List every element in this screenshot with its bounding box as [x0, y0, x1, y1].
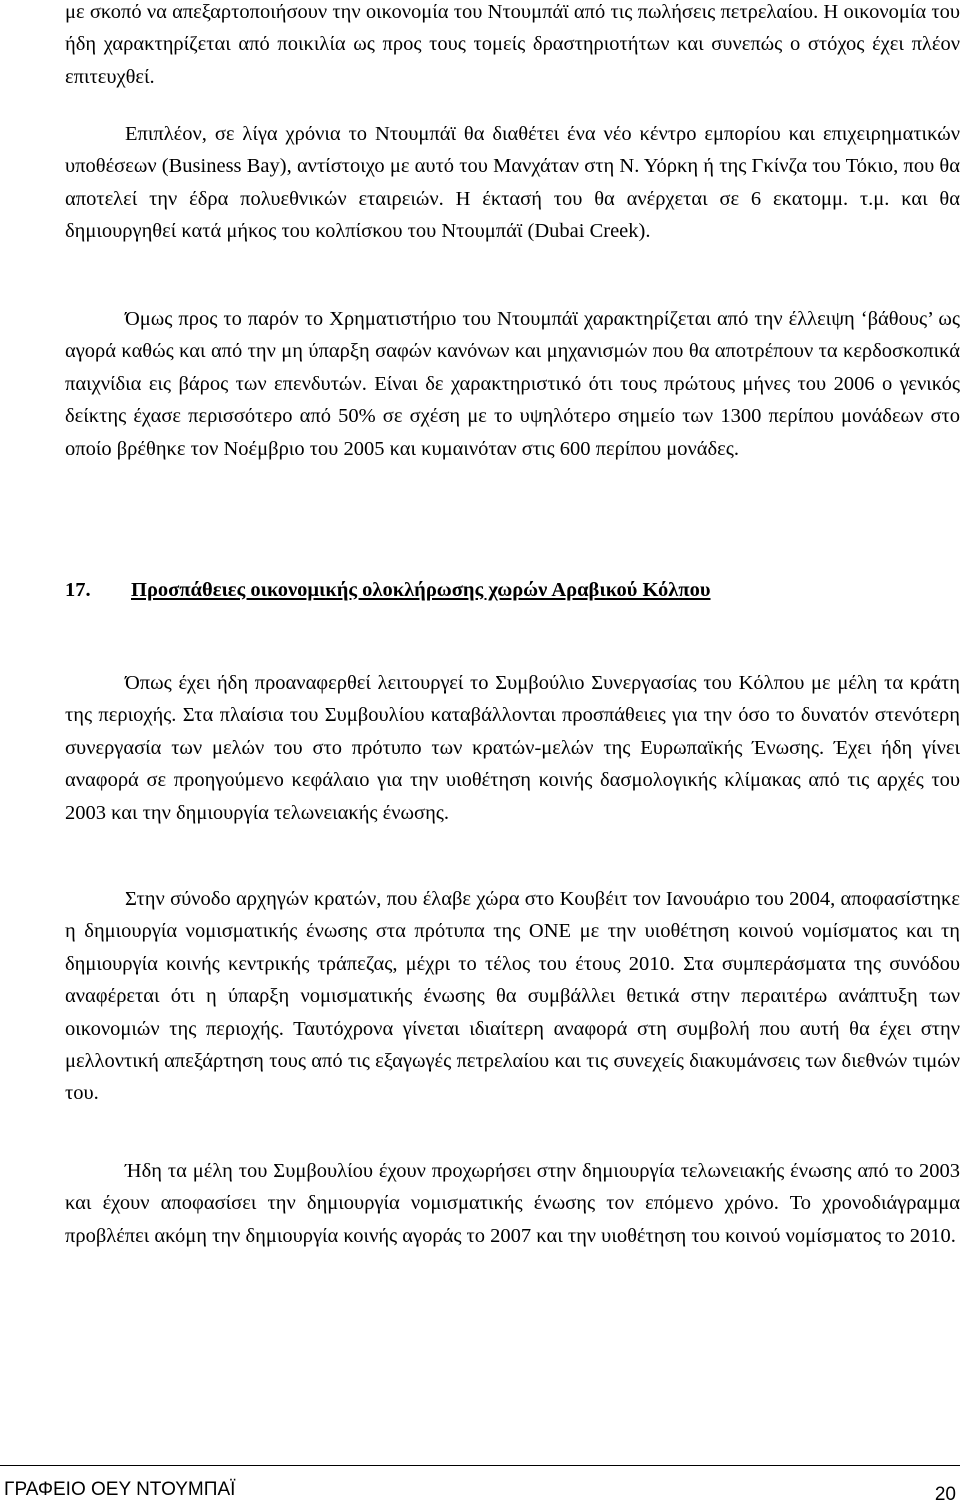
- section-number: 17.: [65, 579, 91, 601]
- paragraph-customs-union-timeline: Ήδη τα μέλη του Συμβουλίου έχουν προχωρήσει στην δημιουργία τελωνειακής ένωσης από το 2003 και έχουν αποφασίσει την δημιουργία νομισματικής ένωσης τον επόμενο χρόνο. Το χρονοδιάγραμμα προβλέπει ακόμη την δημιουργία κοινής αγοράς το 2007 και την υιοθέτηση του κοινού νομίσματος το 2010.: [65, 1160, 960, 1247]
- paragraph-economy-diversification: με σκοπό να απεξαρτοποιήσουν την οικονομία του Ντουμπάϊ από τις πωλήσεις πετρελαίου. Η οικονομία του ήδη χαρακτηρίζεται από ποικιλία ως προς τους τομείς δραστηριοτήτων και συνεπώς ο στόχος έχει πλέον επιτευχθεί.: [65, 1, 960, 88]
- paragraph-gcc-cooperation: Όπως έχει ήδη προαναφερθεί λειτουργεί το Συμβούλιο Συνεργασίας του Κόλπου με μέλη τα κράτη της περιοχής. Στα πλαίσια του Συμβουλίου καταβάλλονται προσπάθειες για την όσο το δυνατόν στενότερη συνεργασία των μελών του στο πρότυπο των κρατών-μελών της Ευρωπαϊκής Ένωσης. Έχει ήδη γίνει αναφορά σε προηγούμενο κεφάλαιο για την υιοθέτηση κοινής δασμολογικής κλίμακας από τις αρχές του 2003 και την δημιουργία τελωνειακής ένωσης.: [65, 672, 960, 824]
- section-title: Προσπάθειες οικονομικής ολοκλήρωσης χωρών Αραβικού Κόλπου: [131, 579, 711, 601]
- section-heading: [65, 574, 711, 606]
- page-number: 20: [934, 1484, 956, 1505]
- paragraph-monetary-union: Στην σύνοδο αρχηγών κρατών, που έλαβε χώρα στο Κουβέιτ τον Ιανουάριο του 2004, αποφασίστηκε η δημιουργία νομισματικής ένωσης στα πρότυπα της ΟΝΕ με την υιοθέτηση κοινού νομίσματος και τη δημιουργία κοινής κεντρικής τράπεζας, μέχρι το τέλος του έτους 2010. Στα συμπεράσματα της συνόδου αναφέρεται ότι η ύπαρξη νομισματικής ένωσης θα συμβάλλει θετικά στην περαιτέρω ανάπτυξη των οικονομιών της περιοχής. Ταυτόχρονα γίνεται ιδιαίτερη αναφορά στη συμβολή που αυτή θα έχει στην μελλοντική απεξάρτηση τους από τις εξαγωγές πετρελαίου και τις συνεχείς διακυμάνσεις των διεθνών τιμών του.: [65, 888, 960, 1105]
- paragraph-business-bay: Επιπλέον, σε λίγα χρόνια το Ντουμπάϊ θα διαθέτει ένα νέο κέντρο εμπορίου και επιχειρηματικών υποθέσεων (Business Bay), αντίστοιχο με αυτό του Μανχάταν στη Ν. Υόρκη ή της Γκίνζα του Τόκιο, που θα αποτελεί την έδρα πολυεθνικών εταιρειών. Η έκτασή του θα ανέρχεται σε 6 εκατομμ. τ.μ. και θα δημιουργηθεί κατά μήκος του κολπίσκου του Ντουμπάϊ (Dubai Creek).: [65, 123, 960, 243]
- paragraph-stock-exchange: Όμως προς το παρόν το Χρηματιστήριο του Ντουμπάϊ χαρακτηρίζεται από την έλλειψη ‘βάθους’ ως αγορά καθώς και από την μη ύπαρξη σαφών κανόνων και μηχανισμών που θα αποτρέπουν τα κερδοσκοπικά παιχνίδια εις βάρος των επενδυτών. Είναι δε χαρακτηριστικό ότι τους πρώτους μήνες του 2006 ο γενικός δείκτης έχασε περισσότερο από 50% σε σχέση με το υψηλότερο σημείο των 1300 περίπου μονάδεων στο οποίο βρέθηκε τον Νοέμβριο του 2005 και κυμαινόταν στις 600 περίπου μονάδες.: [65, 308, 960, 460]
- footer-office-name: ΓΡΑΦΕΙΟ ΟΕΥ ΝΤΟΥΜΠΑΪ: [4, 1479, 236, 1500]
- footer-divider: [0, 1465, 960, 1466]
